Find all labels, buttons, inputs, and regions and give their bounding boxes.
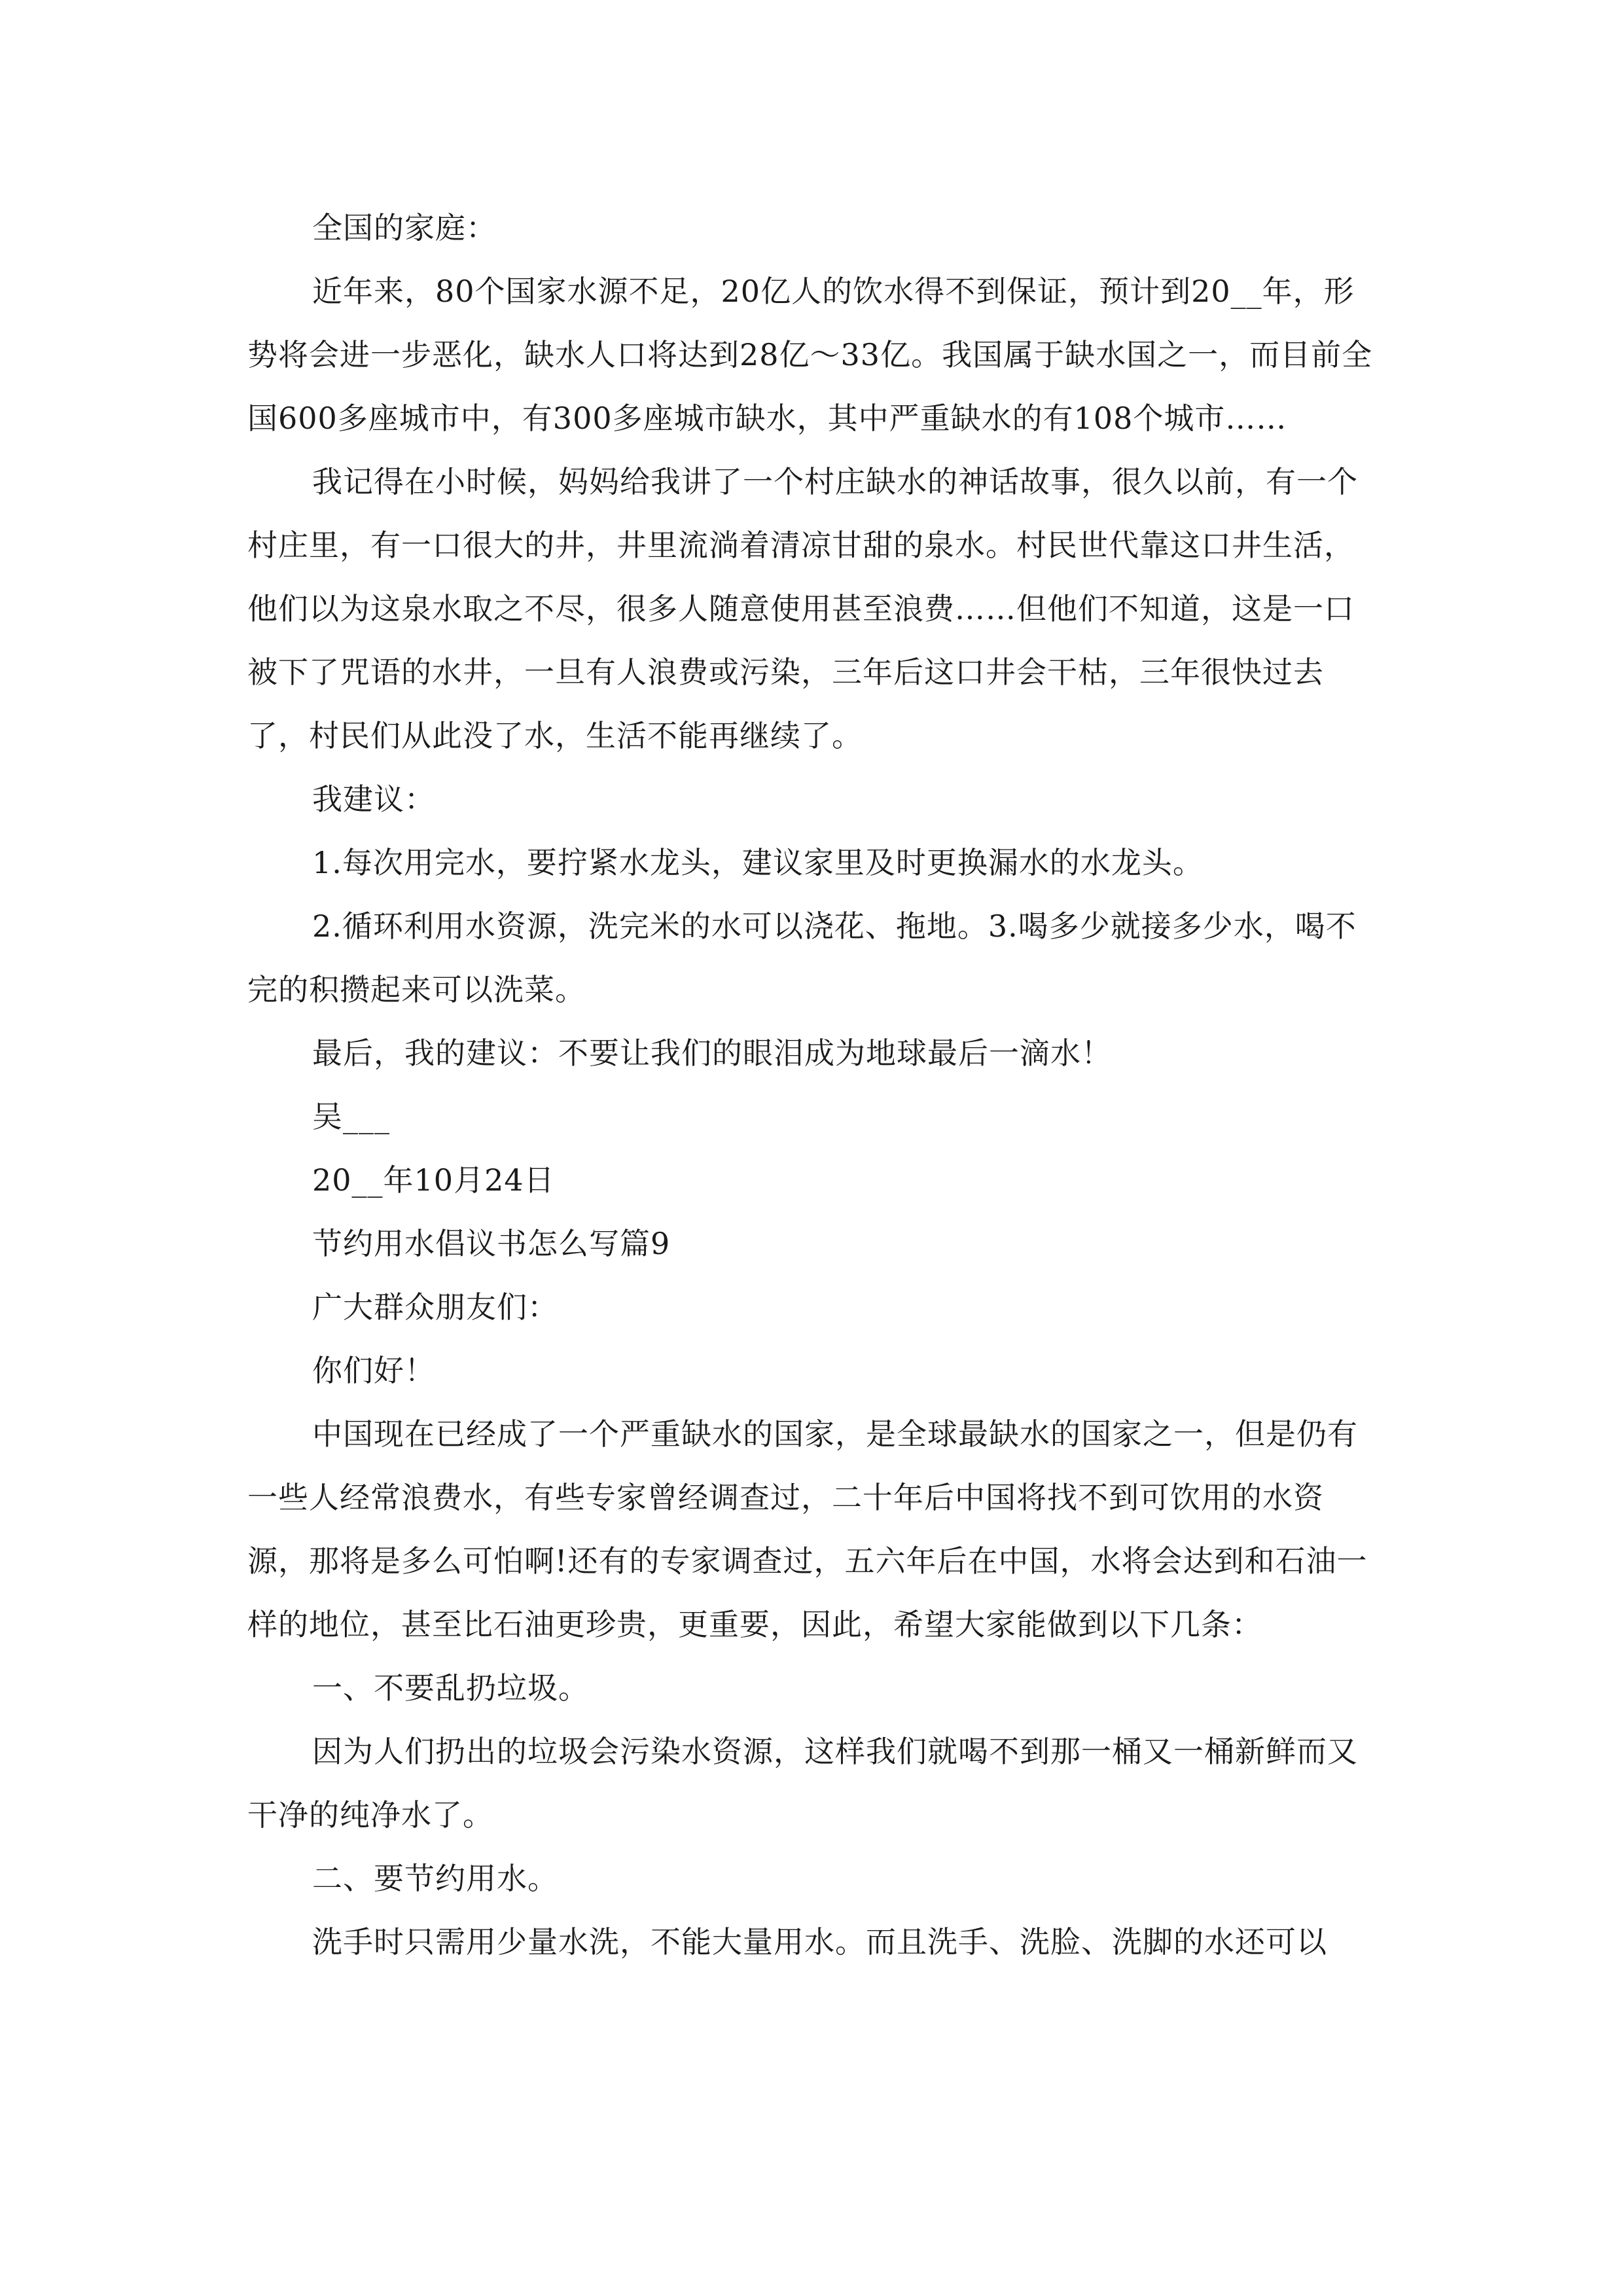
closing-suggestion: 最后，我的建议：不要让我们的眼泪成为地球最后一滴水！ [312,1035,1112,1071]
greeting-hello: 你们好！ [312,1353,435,1388]
point-1-heading: 一、不要乱扔垃圾。 [312,1670,589,1706]
village-story-paragraph: 我记得在小时候，妈妈给我讲了一个村庄缺水的神话故事，很久以前，有一个村庄里，有一口很大的井，井里流淌着清凉甘甜的泉水。村民世代靠这口井生活，他们以为这泉水取之不尽，很多人随意使用甚至浪费……但他们不知道，这是一口被下了咒语的水井，一旦有人浪费或污染，三年后这口井会干枯，三年很快过去了，村民们从此没了水，生活不能再继续了。 [247,464,1358,753]
water-shortage-facts-paragraph: 近年来，80个国家水源不足，20亿人的饮水得不到保证，预计到20__年，形势将会进一步恶化，缺水人口将达到28亿～33亿。我国属于缺水国之一，而目前全国600多座城市中，有300多座城市缺水，其中严重缺水的有108个城市…… [247,274,1373,436]
document-page [247,196,1380,1974]
point-1-body: 因为人们扔出的垃圾会污染水资源，这样我们就喝不到那一桶又一桶新鲜而又干净的纯净水了。 [247,1734,1358,1833]
suggestion-heading: 我建议： [312,781,435,817]
section-title: 节约用水倡议书怎么写篇9 [312,1226,671,1261]
china-water-situation-paragraph: 中国现在已经成了一个严重缺水的国家，是全球最缺水的国家之一，但是仍有一些人经常浪费水，有些专家曾经调查过，二十年后中国将找不到可饮用的水资源，那将是多么可怕啊!还有的专家调查过，五六年后在中国，水将会达到和石油一样的地位，甚至比石油更珍贵，更重要，因此，希望大家能做到以下几条： [247,1416,1368,1642]
suggestion-item-2-3: 2.循环利用水资源，洗完米的水可以浇花、拖地。3.喝多少就接多少水，喝不完的积攒起来可以洗菜。 [247,908,1357,1007]
point-2-heading: 二、要节约用水。 [312,1861,558,1896]
suggestion-item-1: 1.每次用完水，要拧紧水龙头，建议家里及时更换漏水的水龙头。 [312,845,1204,880]
author-signature: 吴___ [312,1099,390,1134]
point-2-body: 洗手时只需用少量水洗，不能大量用水。而且洗手、洗脸、洗脚的水还可以 [312,1924,1327,1960]
greeting-audience: 广大群众朋友们： [312,1289,558,1325]
document-date: 20__年10月24日 [312,1162,555,1198]
salutation-paragraph: 全国的家庭： [312,210,497,245]
